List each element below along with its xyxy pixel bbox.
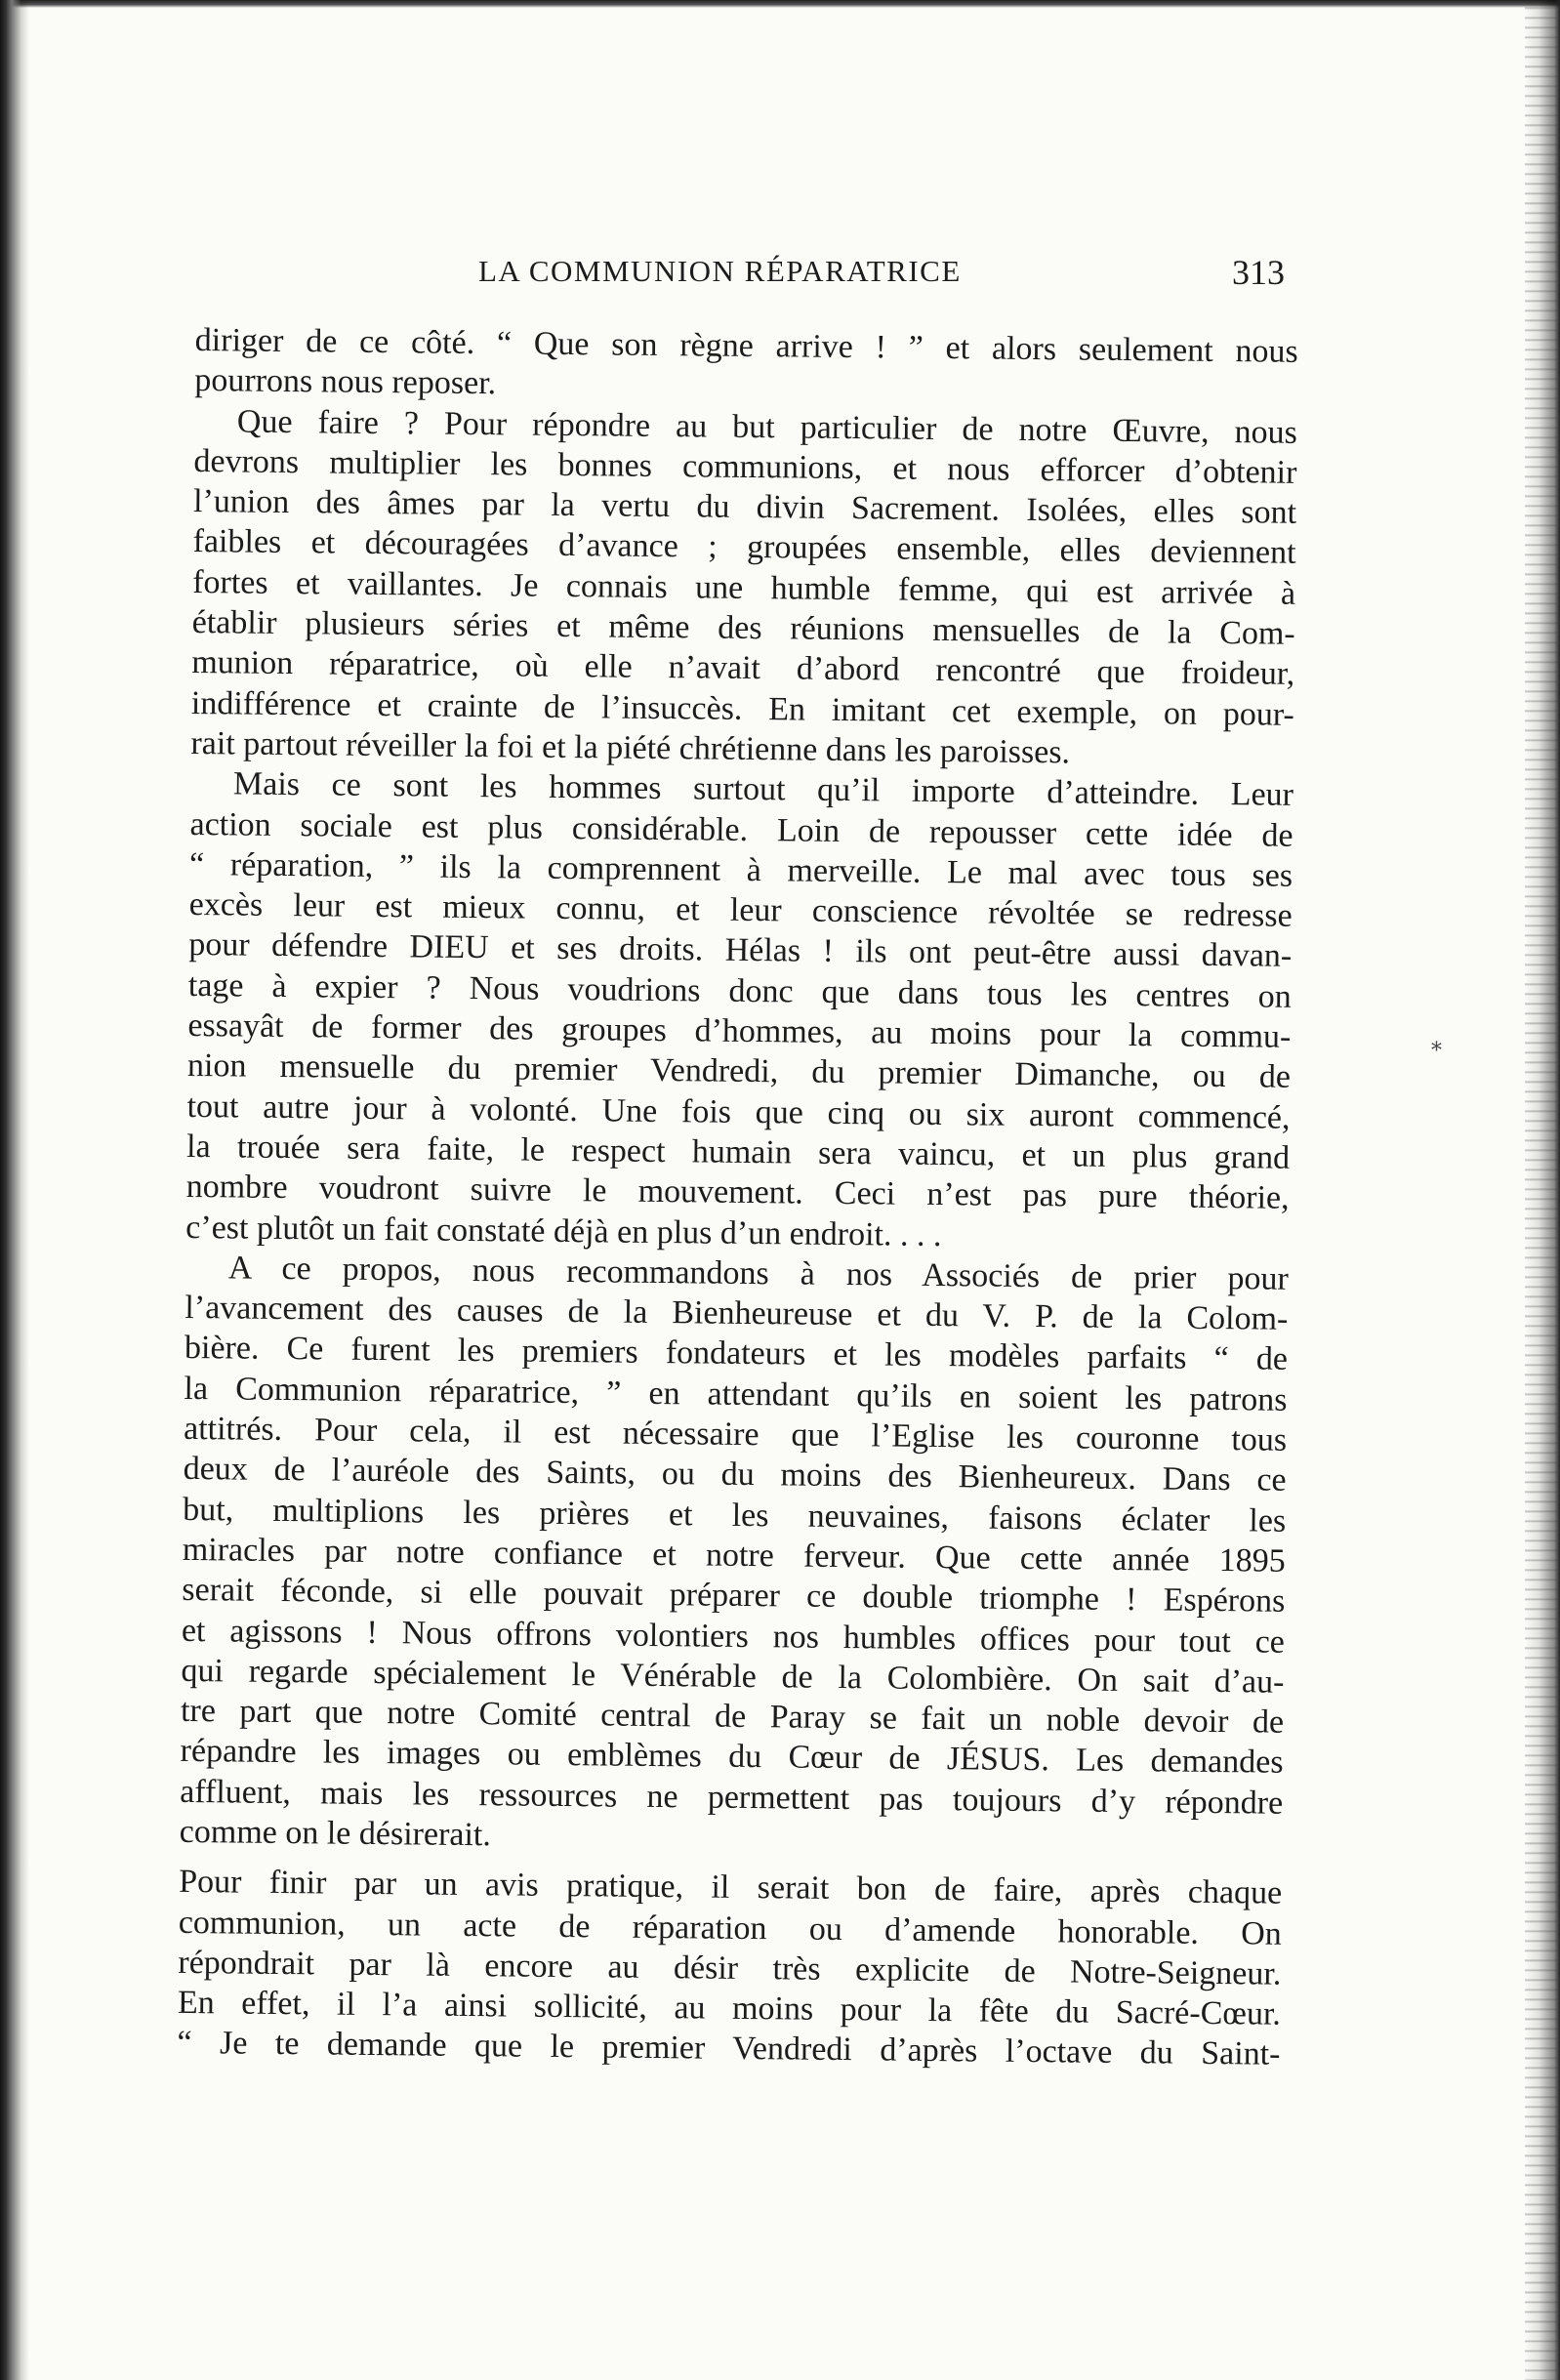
text-line: devrons multiplier les bonnes communions, et nous efforcer d’obtenir — [193, 442, 1297, 491]
text-line: deux de l’auréole des Saints, ou du moins des Bienheureux. Dans ce — [183, 1451, 1287, 1499]
text-line: serait féconde, si elle pouvait préparer ce double triomphe ! Espérons — [182, 1572, 1286, 1620]
text-line: munion réparatrice, où elle n’avait d’abord rencontré que froideur, — [191, 644, 1295, 693]
scan-top-edge — [0, 0, 1560, 8]
text-line: bière. Ce furent les premiers fondateurs et les modèles parfaits “ de — [184, 1330, 1289, 1378]
text-line: comme on le désirerait. — [179, 1813, 492, 1854]
page-number: 313 — [1232, 253, 1285, 292]
text-line: tage à expier ? Nous voudrions donc que dans tous les centres on — [187, 966, 1292, 1015]
text-line: tout autre jour à volonté. Une fois que cinq ou six auront commencé, — [186, 1087, 1291, 1136]
scan-right-edge — [1525, 0, 1560, 2380]
text-line: essayât de former des groupes d’hommes, au moins pour la commu- — [187, 1007, 1292, 1055]
body-text — [177, 320, 1298, 2075]
text-line: excès leur est mieux connu, et leur conscience révoltée se redresse — [188, 886, 1293, 934]
text-line: En effet, il l’a ainsi sollicité, au moins pour la fête du Sacré-Cœur. — [177, 1985, 1282, 2032]
text-line: but, multiplions les prières et les neuvaines, faisons éclater les — [183, 1491, 1287, 1539]
text-line: nombre voudront suivre le mouvement. Ceci n’est pas pure théorie, — [185, 1169, 1290, 1217]
text-line: “ réparation, ” ils la comprennent à merveille. Le mal avec tous ses — [188, 845, 1293, 894]
text-line: tre part que notre Comité central de Paray se fait un noble devoir de — [180, 1693, 1285, 1741]
text-line: faibles et découragées d’avance ; groupées ensemble, elles deviennent — [192, 523, 1296, 572]
text-line: la trouée sera faite, le respect humain sera vaincu, et un plus grand — [185, 1128, 1291, 1176]
text-line: attitrés. Pour cela, il est nécessaire que l’Eglise les couronne tous — [183, 1410, 1288, 1458]
text-line: indifférence et crainte de l’insuccès. En imitant cet exemple, on pour- — [190, 684, 1295, 733]
text-line: l’avancement des causes de la Bienheureuse et du V. P. de la Colom- — [185, 1290, 1289, 1337]
stray-mark: ⁎ — [1431, 1031, 1442, 1055]
running-title: LA COMMUNION RÉPARATRICE — [478, 254, 962, 288]
text-line: c’est plutôt un fait constaté déjà en plus d’un endroit. . . . — [185, 1209, 942, 1253]
text-line: la Communion réparatrice, ” en attendant qu’ils en soient les patrons — [184, 1370, 1288, 1418]
text-line: répandre les images ou emblèmes du Cœur de JÉSUS. Les demandes — [180, 1733, 1284, 1782]
scan-left-edge — [0, 0, 29, 2380]
text-line: établir plusieurs séries et même des réunions mensuelles de la Com- — [191, 604, 1295, 652]
text-line: miracles par notre confiance et notre ferveur. Que cette année 1895 — [182, 1531, 1286, 1580]
text-line: affluent, mais les ressources ne permettent pas toujours d’y répondre — [180, 1773, 1284, 1822]
text-line: action sociale est plus considérable. Loin de repousser cette idée de — [189, 805, 1293, 854]
text-line: diriger de ce côté. “ Que son règne arrive ! ” et alors seulement nous — [194, 321, 1298, 370]
text-line: l’union des âmes par la vertu du divin Sacrement. Isolées, elles sont — [192, 483, 1297, 532]
text-line: A ce propos, nous recommandons à nos Associés de prier pour — [227, 1250, 1289, 1297]
text-line: rait partout réveiller la foi et la piété chrétienne dans les paroisses. — [190, 724, 1071, 771]
text-line: pourrons nous reposer. — [194, 362, 497, 402]
page-header — [478, 252, 1298, 301]
text-line: pour défendre DIEU et ses droits. Hélas ! ils ont peut-être aussi davan- — [188, 926, 1293, 975]
text-line: Que faire ? Pour répondre au but particulier de notre Œuvre, nous — [236, 403, 1298, 451]
text-line: et agissons ! Nous offrons volontiers nos humbles offices pour tout ce — [181, 1612, 1286, 1661]
text-line: “ Je te demande que le premier Vendredi d’après l’octave du Saint- — [177, 2025, 1281, 2073]
text-line: communion, un acte de réparation ou d’amende honorable. On — [178, 1904, 1282, 1952]
text-line: Pour finir par un avis pratique, il serait bon de faire, après chaque — [179, 1864, 1283, 1912]
text-line: nion mensuelle du premier Vendredi, du premier Dimanche, ou de — [186, 1047, 1292, 1096]
text-line: qui regarde spécialement le Vénérable de la Colombière. On sait d’au- — [181, 1652, 1285, 1701]
text-line: fortes et vaillantes. Je connais une humble femme, qui est arrivée à — [191, 563, 1296, 612]
text-line: répondrait par là encore au désir très explicite de Notre-Seigneur. — [178, 1944, 1282, 1992]
text-line: Mais ce sont les hommes surtout qu’il importe d’atteindre. Leur — [232, 765, 1294, 814]
